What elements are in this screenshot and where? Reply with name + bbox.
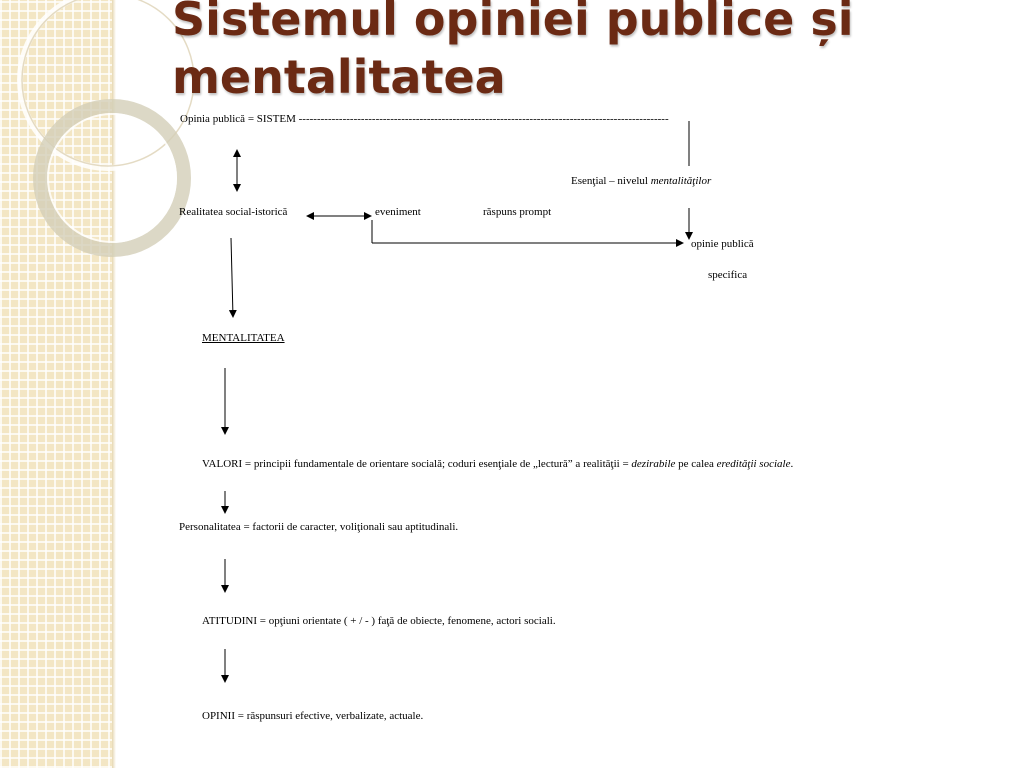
atitudini-text: ATITUDINI = opţiuni orientate ( + / - ) faţă de obiecte, fenomene, actori sociali.	[202, 615, 556, 627]
valori-end: .	[790, 458, 794, 470]
opinie-publica-label: opinie publică	[691, 238, 754, 250]
valori-part2: pe calea	[675, 458, 717, 470]
slide-title: Sistemul opiniei publice și mentalitatea	[172, 0, 854, 104]
esential-italic: mentalităţilor	[650, 175, 712, 187]
mentalitatea-label: MENTALITATEA	[202, 332, 285, 344]
specifica-label: specifica	[708, 269, 748, 281]
raspuns-label: răspuns prompt	[483, 206, 552, 218]
valori-italic1: dezirabile	[631, 458, 676, 470]
esential-prefix: Esenţial – nivelul	[571, 175, 651, 187]
opinia-sistem-text: Opinia publică = SISTEM	[180, 113, 296, 125]
opinii-text: OPINII = răspunsuri efective, verbalizate, actuale.	[202, 710, 424, 722]
dashed-connector: -----------------------------------------------------------------------------------------------------	[298, 113, 669, 125]
personalitatea-text: Personalitatea = factorii de caracter, voliţionali sau aptitudinali.	[179, 521, 459, 533]
arrow-to-mentalitatea	[231, 238, 233, 317]
valori-part1: VALORI = principii fundamentale de orientare socială; coduri esenţiale de „lectură” a realităţii =	[202, 458, 632, 470]
valori-italic2: eredităţii sociale	[716, 458, 791, 470]
realitatea-label: Realitatea social-istorică	[179, 206, 288, 218]
eveniment-label: eveniment	[375, 206, 421, 218]
